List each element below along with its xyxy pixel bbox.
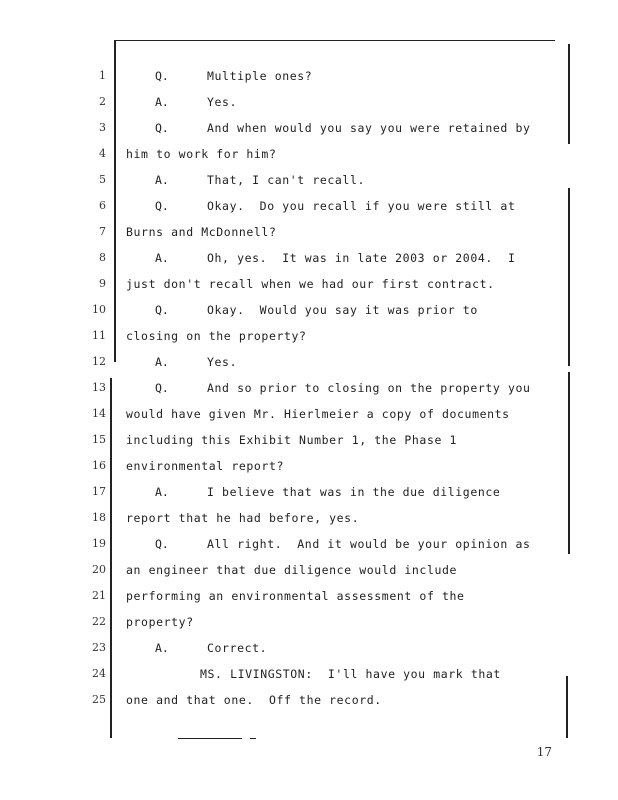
line-number: 18 bbox=[92, 511, 106, 524]
transcript-line bbox=[0, 404, 618, 424]
transcript-line bbox=[0, 612, 618, 632]
transcript-line bbox=[0, 534, 618, 554]
transcript-line bbox=[0, 586, 618, 606]
transcript-line bbox=[0, 352, 618, 372]
line-text: just don't recall when we had our first contract. bbox=[126, 277, 495, 291]
line-text: And so prior to closing on the property you bbox=[207, 381, 531, 395]
speaker-label: A. bbox=[155, 173, 169, 187]
speaker-label: A. bbox=[155, 95, 169, 109]
transcript-line bbox=[0, 560, 618, 580]
line-text: Yes. bbox=[207, 355, 238, 369]
line-number: 13 bbox=[92, 381, 106, 394]
line-text: report that he had before, yes. bbox=[126, 511, 360, 525]
top-border bbox=[114, 40, 555, 41]
transcript-line bbox=[0, 456, 618, 476]
transcript-line bbox=[0, 482, 618, 502]
speaker-label: A. bbox=[155, 641, 169, 655]
transcript-line bbox=[0, 196, 618, 216]
line-text: I believe that was in the due diligence bbox=[207, 485, 501, 499]
line-text: And when would you say you were retained by bbox=[207, 121, 531, 135]
speaker-label: A. bbox=[155, 251, 169, 265]
line-number: 8 bbox=[99, 251, 106, 264]
transcript-line bbox=[0, 664, 618, 684]
transcript-line bbox=[0, 326, 618, 346]
line-text: property? bbox=[126, 615, 194, 629]
line-number: 1 bbox=[99, 69, 106, 82]
line-number: 25 bbox=[92, 693, 106, 706]
line-number: 7 bbox=[99, 225, 106, 238]
transcript-line bbox=[0, 170, 618, 190]
speaker-label: A. bbox=[155, 485, 169, 499]
line-text: Correct. bbox=[207, 641, 268, 655]
line-number: 22 bbox=[92, 615, 106, 628]
line-number: 15 bbox=[92, 433, 106, 446]
line-number: 11 bbox=[92, 329, 106, 342]
line-text: Multiple ones? bbox=[207, 69, 313, 83]
line-number: 21 bbox=[92, 589, 106, 602]
line-text: Oh, yes. It was in late 2003 or 2004. I bbox=[207, 251, 516, 265]
line-number: 9 bbox=[99, 277, 106, 290]
transcript-line bbox=[0, 222, 618, 242]
signature-line bbox=[178, 738, 242, 739]
line-text: That, I can't recall. bbox=[207, 173, 365, 187]
line-text: performing an environmental assessment of the bbox=[126, 589, 465, 603]
line-text: would have given Mr. Hierlmeier a copy of documents bbox=[126, 407, 510, 421]
line-number: 10 bbox=[92, 303, 106, 316]
transcript-line bbox=[0, 378, 618, 398]
line-number: 24 bbox=[92, 667, 106, 680]
line-number: 19 bbox=[92, 537, 106, 550]
transcript-line bbox=[0, 66, 618, 86]
line-number: 6 bbox=[99, 199, 106, 212]
speaker-label: Q. bbox=[155, 121, 169, 135]
line-number: 17 bbox=[92, 485, 106, 498]
line-text: including this Exhibit Number 1, the Phase 1 bbox=[126, 433, 458, 447]
page-number: 17 bbox=[536, 745, 552, 759]
line-text: MS. LIVINGSTON: I'll have you mark that bbox=[200, 667, 501, 681]
line-text: an engineer that due diligence would include bbox=[126, 563, 458, 577]
line-text: Burns and McDonnell? bbox=[126, 225, 277, 239]
speaker-label: A. bbox=[155, 355, 169, 369]
speaker-label: Q. bbox=[155, 537, 169, 551]
transcript-line bbox=[0, 248, 618, 268]
transcript-line bbox=[0, 92, 618, 112]
transcript-line bbox=[0, 690, 618, 710]
transcript-line bbox=[0, 508, 618, 528]
line-number: 5 bbox=[99, 173, 106, 186]
line-number: 20 bbox=[92, 563, 106, 576]
speaker-label: Q. bbox=[155, 381, 169, 395]
signature-line-tail bbox=[250, 738, 256, 739]
transcript-line bbox=[0, 274, 618, 294]
line-number: 23 bbox=[92, 641, 106, 654]
transcript-line bbox=[0, 300, 618, 320]
line-number: 3 bbox=[99, 121, 106, 134]
line-number: 2 bbox=[99, 95, 106, 108]
transcript-line bbox=[0, 430, 618, 450]
line-number: 12 bbox=[92, 355, 106, 368]
line-text: All right. And it would be your opinion as bbox=[207, 537, 531, 551]
line-number: 4 bbox=[99, 147, 106, 160]
line-text: Okay. Would you say it was prior to bbox=[207, 303, 478, 317]
speaker-label: Q. bbox=[155, 199, 169, 213]
line-number: 14 bbox=[92, 407, 106, 420]
line-text: Okay. Do you recall if you were still at bbox=[207, 199, 516, 213]
line-text: one and that one. Off the record. bbox=[126, 693, 382, 707]
transcript-line bbox=[0, 638, 618, 658]
line-text: environmental report? bbox=[126, 459, 284, 473]
line-number: 16 bbox=[92, 459, 106, 472]
speaker-label: Q. bbox=[155, 303, 169, 317]
line-text: Yes. bbox=[207, 95, 238, 109]
line-text: closing on the property? bbox=[126, 329, 307, 343]
line-text: him to work for him? bbox=[126, 147, 277, 161]
transcript-line bbox=[0, 118, 618, 138]
transcript-line bbox=[0, 144, 618, 164]
speaker-label: Q. bbox=[155, 69, 169, 83]
